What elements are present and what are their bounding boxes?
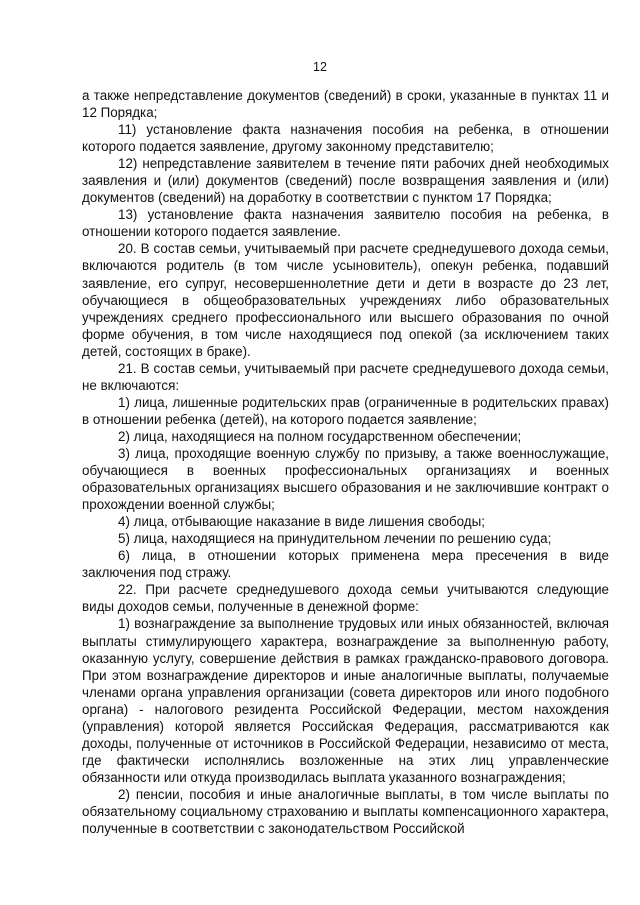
page-number: 12 — [313, 60, 327, 74]
paragraph-clause-21-item-4: 4) лица, отбывающие наказание в виде лишения свободы; — [118, 514, 485, 530]
paragraph-clause-21-item-2: 2) лица, находящиеся на полном государственном обеспечении; — [118, 428, 522, 444]
paragraph-clause-21-item-1: 1) лица, лишенные родительских прав (ограниченные в родительских правах) в отношении ребенка (детей), на которого подается заявление; — [82, 394, 609, 427]
paragraph-clause-21-item-3: 3) лица, проходящие военную службу по призыву, а также военнослужащие, обучающиеся в военных профессиональных организациях и военных образовательных организациях высшего образования и не заключившие контракт о прохождении военной службы; — [82, 445, 609, 513]
paragraph-continuation: а также непредставление документов (сведений) в сроки, указанные в пунктах 11 и 12 Порядка; — [82, 88, 609, 121]
paragraph-clause-21-item-6: 6) лица, в отношении которых применена мера пресечения в виде заключения под стражу. — [82, 548, 609, 581]
paragraph-clause-22-item-2: 2) пенсии, пособия и иные аналогичные выплаты, в том числе выплаты по обязательному социальному страхованию и выплаты компенсационного характера, полученные в соответствии с законодательством Российской — [82, 786, 609, 837]
paragraph-item-11: 11) установление факта назначения пособия на ребенка, в отношении которого подается заявление, другому законному представителю; — [82, 122, 609, 155]
paragraph-clause-21: 21. В состав семьи, учитываемый при расчете среднедушевого дохода семьи, не включаются: — [82, 360, 609, 393]
paragraph-item-12: 12) непредставление заявителем в течение пяти рабочих дней необходимых заявления и (или) документов (сведений) после возвращения заявления и (или) документов (сведений) на доработку в соответствии с пунктом 17 Порядка; — [82, 156, 609, 206]
paragraph-clause-21-item-5: 5) лица, находящиеся на принудительном лечении по решению суда; — [118, 531, 552, 547]
paragraph-clause-20: 20. В состав семьи, учитываемый при расчете среднедушевого дохода семьи, включаются родитель (в том числе усыновитель), опекун ребенка, подавший заявление, его супруг, несовершеннолетние дети и дети в возрасте до 23 лет, обучающиеся в общеобразовательных учреждениях либо образовательных учреждениях среднего профессионального или высшего образования по очной форме обучения, в том числе находящиеся под опекой (за исключением таких детей, состоящих в браке). — [82, 241, 609, 359]
document-body — [82, 87, 609, 837]
paragraph-clause-22-item-1: 1) вознаграждение за выполнение трудовых или иных обязанностей, включая выплаты стимулирующего характера, вознаграждение за выполненную работу, оказанную услугу, совершение действия в рамках гражданско-правового договора. При этом вознаграждение директоров и иные аналогичные выплаты, получаемые членами органа управления организации (совета директоров или иного подобного органа) - налогового резидента Российской Федерации, местом нахождения (управления) которой является Российская Федерация, рассматриваются как доходы, полученные от источников в Российской Федерации, независимо от места, где фактически исполнялись возложенные на этих лиц управленческие обязанности или откуда производилась выплата указанного вознаграждения; — [82, 616, 609, 785]
paragraph-clause-22: 22. При расчете среднедушевого дохода семьи учитываются следующие виды доходов семьи, полученные в денежной форме: — [82, 582, 609, 615]
paragraph-item-13: 13) установление факта назначения заявителю пособия на ребенка, в отношении которого подается заявление. — [82, 207, 609, 240]
